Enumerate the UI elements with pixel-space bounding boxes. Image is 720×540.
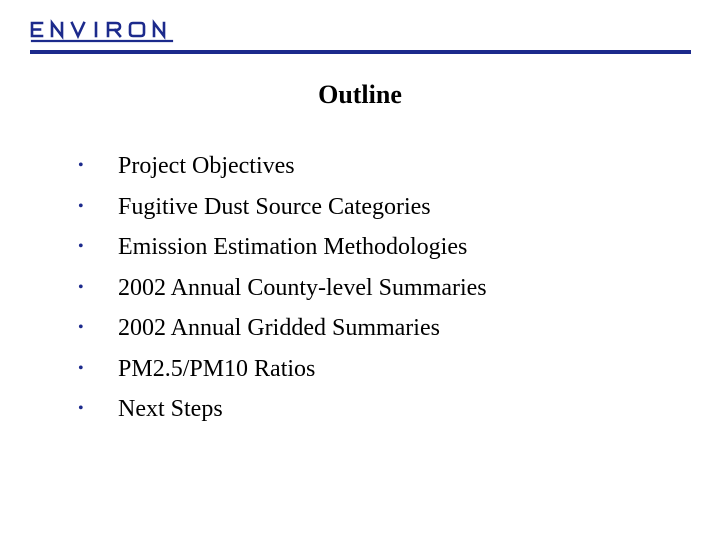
slide-title-text: Outline xyxy=(318,80,402,109)
list-item-text: PM2.5/PM10 Ratios xyxy=(118,355,316,382)
list-item-text: Emission Estimation Methodologies xyxy=(118,234,468,260)
list-item-text: Next Steps xyxy=(118,396,223,422)
list-item-text: 2002 Annual County-level Summaries xyxy=(118,274,487,301)
list-item-text: 2002 Annual Gridded Summaries xyxy=(118,315,440,341)
bullet-icon: • xyxy=(78,400,84,417)
slide-title xyxy=(0,78,720,112)
environ-logo-graphic xyxy=(30,16,174,43)
environ-logo xyxy=(30,16,174,43)
bullet-icon: • xyxy=(78,319,84,336)
header-rule xyxy=(30,50,691,54)
list-item-text: Project Objectives xyxy=(118,153,295,179)
bullet-icon: • xyxy=(78,278,84,296)
bullet-icon: • xyxy=(78,197,84,215)
bullet-icon: • xyxy=(78,359,84,377)
list-item-text: Fugitive Dust Source Categories xyxy=(118,193,431,220)
bullet-icon: • xyxy=(78,238,84,255)
bullet-icon: • xyxy=(78,157,84,174)
